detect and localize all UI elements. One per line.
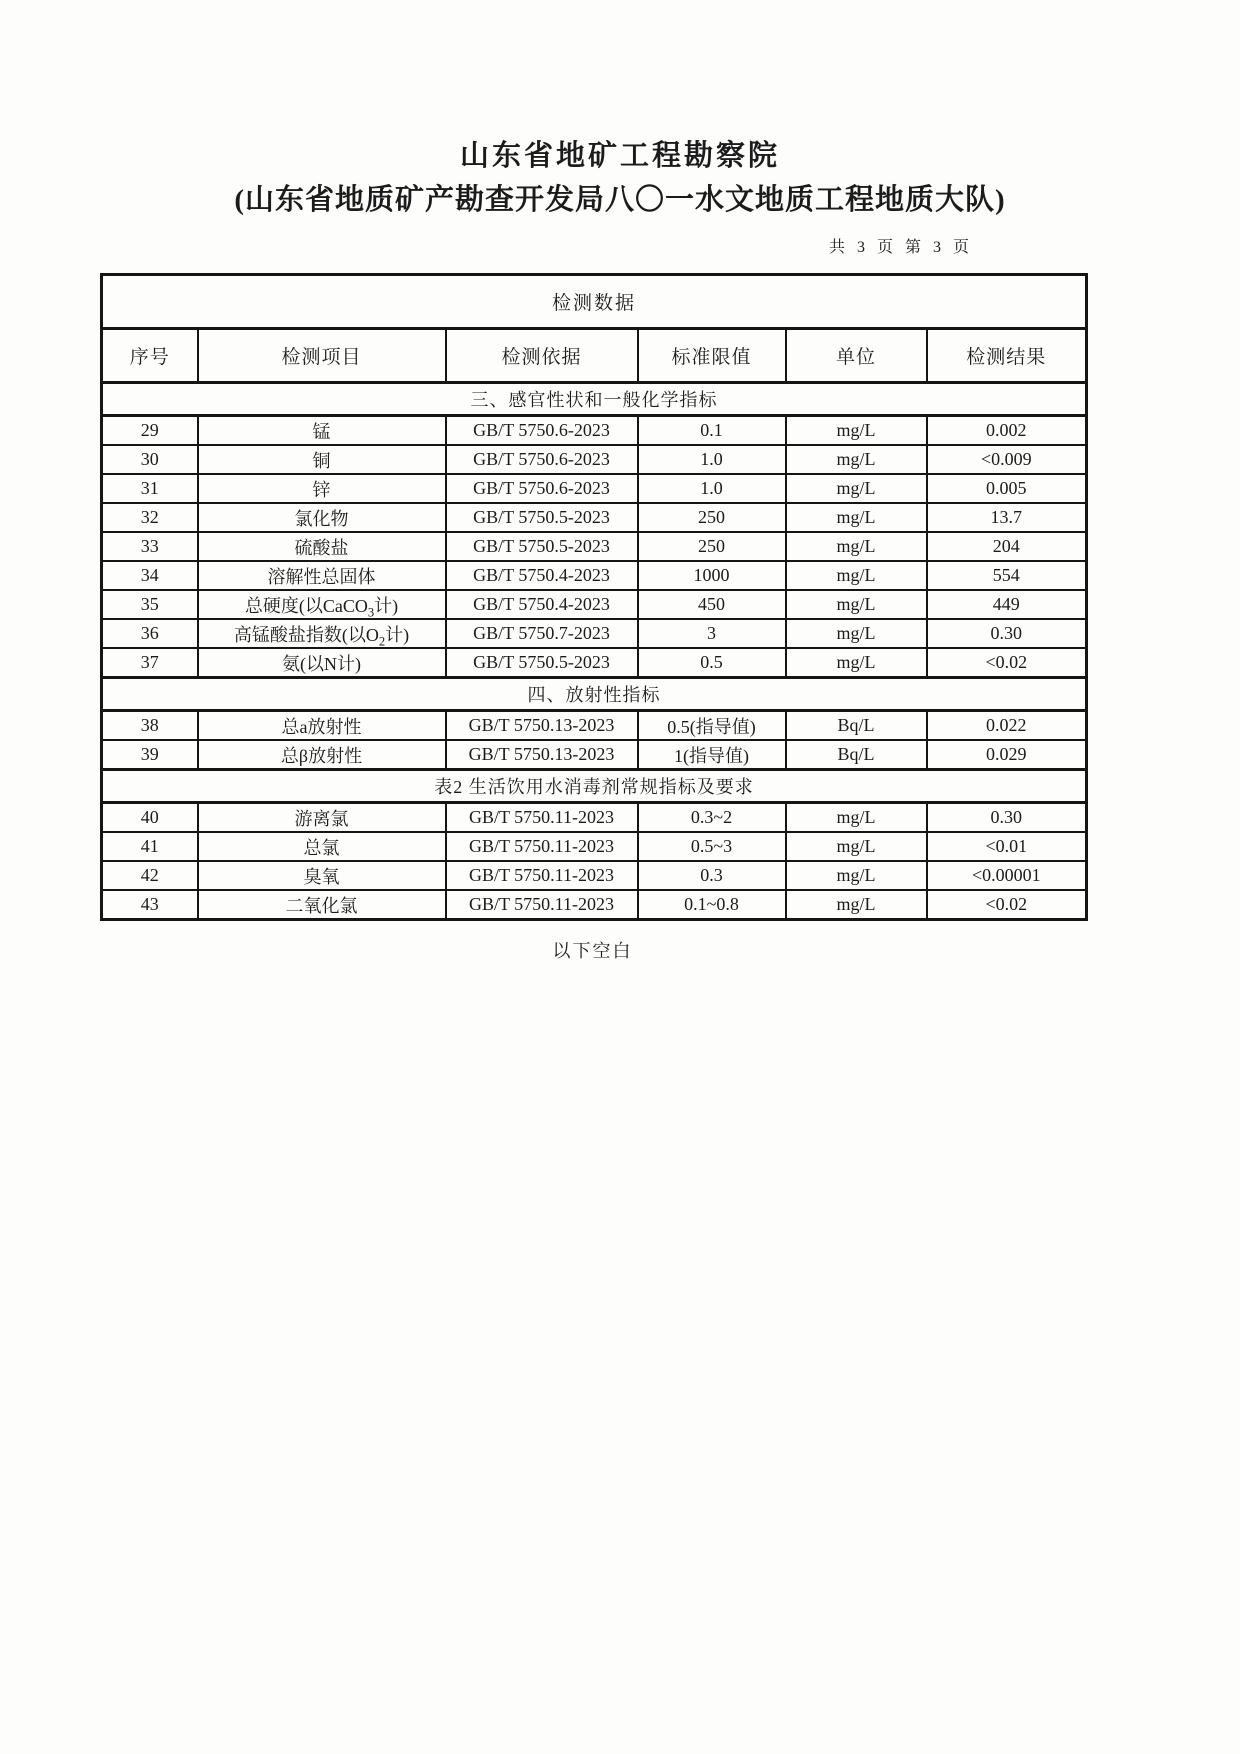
cell-unit: mg/L [786, 561, 927, 590]
item-text: 二氧化氯 [285, 895, 358, 916]
cell-result: <0.009 [927, 445, 1087, 474]
cell-limit: 0.5(指导值) [638, 711, 786, 741]
organization-title: 山东省地矿工程勘察院 [459, 140, 780, 172]
report-header [0, 0, 1240, 220]
cell-item [198, 445, 446, 474]
cell-result: <0.02 [927, 648, 1087, 678]
organization-subtitle: (山东省地质矿产勘查开发局八〇一水文地质工程地质大队) [234, 183, 1006, 216]
item-text: 总a放射性 [281, 716, 362, 737]
cell-item [198, 474, 446, 503]
cell-no: 37 [102, 648, 198, 678]
cell-result: 0.002 [927, 416, 1087, 446]
cell-limit: 0.1~0.8 [638, 890, 786, 920]
table-row [102, 619, 1087, 648]
table-header-row [102, 329, 1087, 383]
cell-basis: GB/T 5750.11-2023 [446, 890, 638, 920]
cell-unit: mg/L [786, 474, 927, 503]
section-row-radioactivity [102, 678, 1087, 711]
item-text-post: 计) [374, 595, 399, 616]
item-text: 铜 [312, 450, 331, 471]
cell-result: 0.029 [927, 740, 1087, 770]
cell-result: 204 [927, 532, 1087, 561]
cell-basis: GB/T 5750.5-2023 [446, 532, 638, 561]
cell-unit: mg/L [786, 803, 927, 833]
cell-item [198, 532, 446, 561]
cell-limit: 1.0 [638, 445, 786, 474]
cell-limit: 1.0 [638, 474, 786, 503]
section-title: 表2 生活饮用水消毒剂常规指标及要求 [102, 770, 1087, 803]
test-data-table [100, 273, 1088, 921]
cell-limit: 450 [638, 590, 786, 619]
cell-no: 42 [102, 861, 198, 890]
table-row [102, 416, 1087, 446]
table-row [102, 648, 1087, 678]
table-row [102, 474, 1087, 503]
table-row [102, 803, 1087, 833]
cell-limit: 0.5~3 [638, 832, 786, 861]
cell-unit: mg/L [786, 590, 927, 619]
cell-item [198, 619, 446, 648]
table-row [102, 861, 1087, 890]
cell-unit: mg/L [786, 532, 927, 561]
cell-unit: mg/L [786, 648, 927, 678]
cell-no: 43 [102, 890, 198, 920]
table-row [102, 561, 1087, 590]
cell-no: 34 [102, 561, 198, 590]
cell-result: <0.00001 [927, 861, 1087, 890]
cell-basis: GB/T 5750.4-2023 [446, 590, 638, 619]
cell-limit: 1(指导值) [638, 740, 786, 770]
cell-item [198, 590, 446, 619]
cell-item [198, 740, 446, 770]
table-row [102, 832, 1087, 861]
report-body [100, 234, 1085, 963]
item-text: 氯化物 [294, 508, 349, 529]
cell-result: 449 [927, 590, 1087, 619]
cell-basis: GB/T 5750.11-2023 [446, 861, 638, 890]
cell-limit: 250 [638, 503, 786, 532]
item-subscript: 2 [378, 634, 386, 649]
item-text: 高锰酸盐指数(以O [233, 624, 379, 645]
cell-item [198, 503, 446, 532]
cell-unit: mg/L [786, 503, 927, 532]
cell-result: 0.005 [927, 474, 1087, 503]
item-subscript: 3 [367, 605, 375, 620]
cell-no: 32 [102, 503, 198, 532]
cell-limit: 1000 [638, 561, 786, 590]
cell-result: 0.022 [927, 711, 1087, 741]
header-basis: 检测依据 [446, 329, 638, 383]
cell-item [198, 648, 446, 678]
item-text: 游离氯 [294, 808, 349, 829]
cell-unit: mg/L [786, 861, 927, 890]
cell-result: 0.30 [927, 803, 1087, 833]
cell-item [198, 832, 446, 861]
cell-no: 41 [102, 832, 198, 861]
cell-no: 29 [102, 416, 198, 446]
table-row [102, 445, 1087, 474]
cell-item [198, 416, 446, 446]
cell-limit: 0.3 [638, 861, 786, 890]
cell-basis: GB/T 5750.7-2023 [446, 619, 638, 648]
cell-unit: Bq/L [786, 711, 927, 741]
cell-basis: GB/T 5750.5-2023 [446, 648, 638, 678]
cell-result: <0.02 [927, 890, 1087, 920]
item-text: 锰 [312, 421, 331, 442]
item-text: 总β放射性 [280, 745, 363, 766]
cell-basis: GB/T 5750.4-2023 [446, 561, 638, 590]
item-text: 臭氧 [303, 866, 340, 887]
cell-unit: mg/L [786, 832, 927, 861]
cell-basis: GB/T 5750.13-2023 [446, 740, 638, 770]
cell-limit: 250 [638, 532, 786, 561]
cell-basis: GB/T 5750.6-2023 [446, 416, 638, 446]
table-title: 检测数据 [102, 275, 1087, 329]
table-row [102, 890, 1087, 920]
header-no: 序号 [102, 329, 198, 383]
cell-item [198, 890, 446, 920]
cell-basis: GB/T 5750.13-2023 [446, 711, 638, 741]
table-row [102, 532, 1087, 561]
cell-no: 39 [102, 740, 198, 770]
item-text: 锌 [312, 479, 331, 500]
below-blank-note: 以下空白 [552, 941, 633, 962]
cell-no: 40 [102, 803, 198, 833]
cell-limit: 0.1 [638, 416, 786, 446]
cell-no: 38 [102, 711, 198, 741]
cell-item [198, 711, 446, 741]
cell-no: 30 [102, 445, 198, 474]
item-text: 总氯 [303, 837, 340, 858]
cell-no: 35 [102, 590, 198, 619]
item-text: 硫酸盐 [294, 537, 349, 558]
cell-no: 31 [102, 474, 198, 503]
cell-unit: mg/L [786, 890, 927, 920]
cell-basis: GB/T 5750.11-2023 [446, 832, 638, 861]
cell-unit: mg/L [786, 416, 927, 446]
header-limit: 标准限值 [638, 329, 786, 383]
cell-result: 13.7 [927, 503, 1087, 532]
table-title-row [102, 275, 1087, 329]
cell-result: 554 [927, 561, 1087, 590]
table-row [102, 740, 1087, 770]
cell-unit: mg/L [786, 619, 927, 648]
header-unit: 单位 [786, 329, 927, 383]
item-text: 溶解性总固体 [267, 566, 376, 587]
item-text-post: 计) [385, 624, 410, 645]
header-item: 检测项目 [198, 329, 446, 383]
section-row-disinfectant [102, 770, 1087, 803]
section-title: 三、感官性状和一般化学指标 [102, 383, 1087, 416]
cell-no: 36 [102, 619, 198, 648]
cell-basis: GB/T 5750.6-2023 [446, 445, 638, 474]
cell-result: 0.30 [927, 619, 1087, 648]
cell-unit: mg/L [786, 445, 927, 474]
cell-item [198, 861, 446, 890]
cell-item [198, 561, 446, 590]
item-text: 总硬度(以CaCO [244, 595, 368, 616]
cell-no: 33 [102, 532, 198, 561]
table-row [102, 711, 1087, 741]
table-row [102, 503, 1087, 532]
cell-limit: 3 [638, 619, 786, 648]
item-text: 氨(以N计) [282, 653, 361, 674]
page-number-note: 共 3 页 第 3 页 [828, 239, 973, 257]
cell-unit: Bq/L [786, 740, 927, 770]
cell-basis: GB/T 5750.5-2023 [446, 503, 638, 532]
cell-limit: 0.5 [638, 648, 786, 678]
cell-item [198, 803, 446, 833]
cell-limit: 0.3~2 [638, 803, 786, 833]
table-row [102, 590, 1087, 619]
cell-basis: GB/T 5750.11-2023 [446, 803, 638, 833]
cell-basis: GB/T 5750.6-2023 [446, 474, 638, 503]
section-title: 四、放射性指标 [102, 678, 1087, 711]
section-row-sensory [102, 383, 1087, 416]
header-result: 检测结果 [927, 329, 1087, 383]
cell-result: <0.01 [927, 832, 1087, 861]
